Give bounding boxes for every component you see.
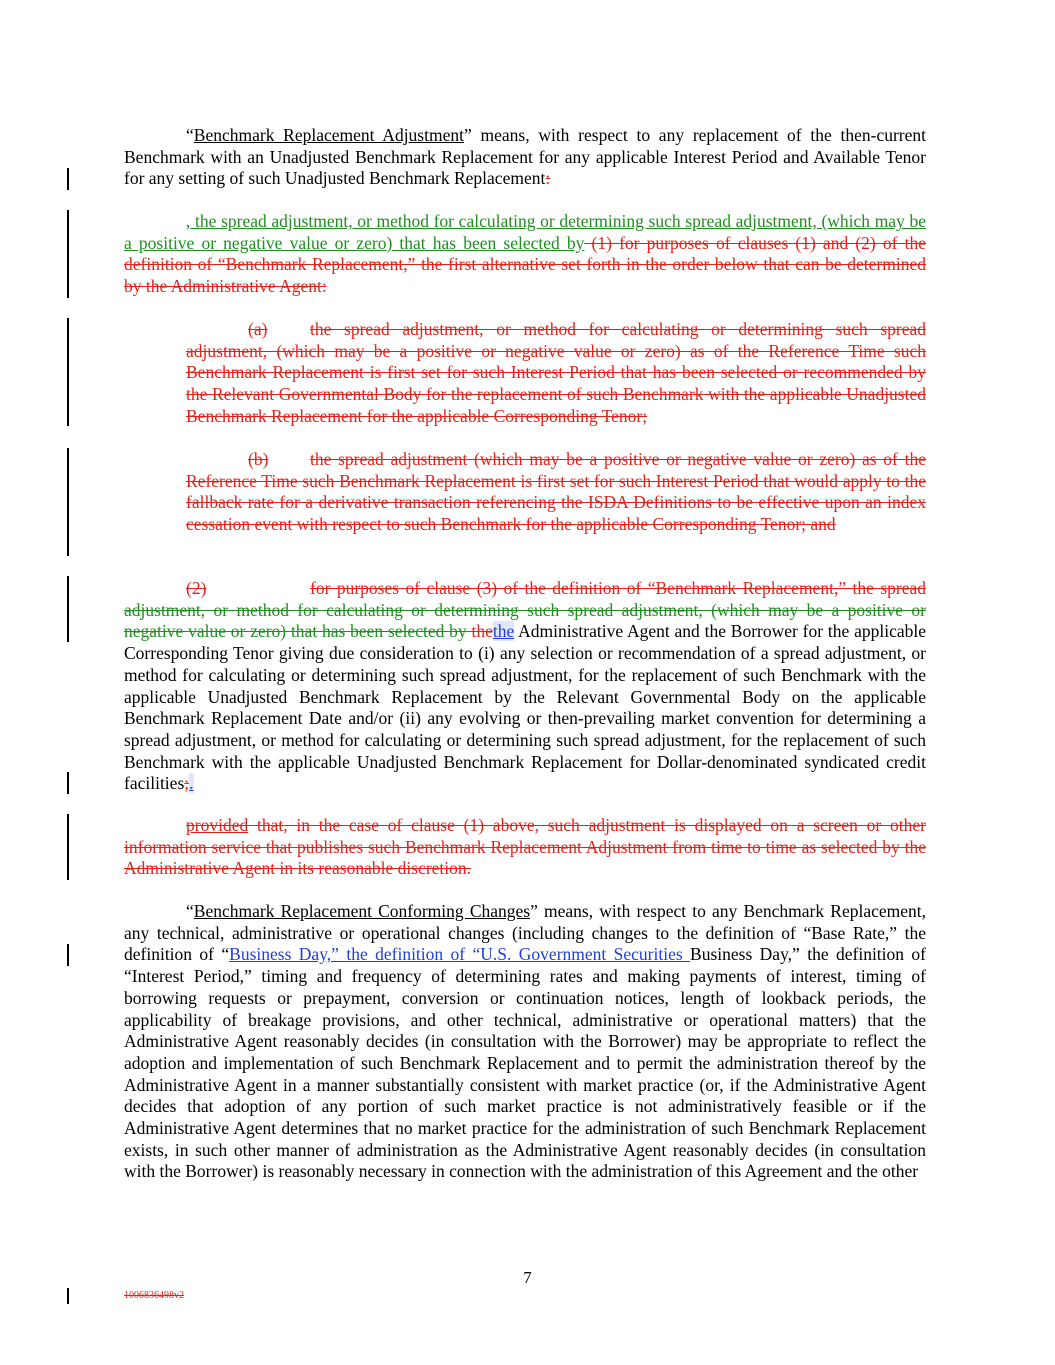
clause-label: (2) — [186, 578, 207, 598]
inserted-text: , the spread adjustment, or method for calculating or determining such spread adjustment, (which may be a positive or negative value or zero) that has been selected by — [124, 211, 926, 253]
deleted-text: the spread adjustment (which may be a positive or negative value or zero) as of the Reference Time such Benchmark Replacement is first set for such Interest Period that would apply to the fallback rate for a derivative transaction referencing the ISDA Definitions to be effective upon an index cessation event with respect to such Benchmark for the applicable Corresponding Tenor; and — [186, 449, 926, 535]
paragraph-spread-adjustment — [124, 211, 926, 298]
change-bar — [67, 772, 69, 794]
page-number: 7 — [523, 1268, 532, 1287]
inserted-text: . — [189, 773, 194, 794]
deleted-text: for purposes of clauses (1) and (2) of the definition of “Benchmark Replacement,” the first alternative set forth in the order below that can be determined by the Administrative Agent: — [124, 232, 926, 297]
deleted-text: (1) — [584, 232, 612, 253]
deleted-text: provided — [186, 815, 249, 835]
change-bar — [67, 448, 69, 556]
cross-reference-link[interactable]: Business Day,” the definition of “U.S. Government Securities — [229, 944, 691, 965]
change-bar — [67, 1288, 69, 1304]
deleted-text: : — [545, 168, 551, 189]
defined-term: Benchmark Replacement Conforming Changes — [193, 901, 531, 921]
definition-benchmark-replacement-adjustment: “Benchmark Replacement Adjustment” means, with respect to any replacement of the then-current Benchmark with an Unadjusted Benchmark Replacement for any applicable Interest Period and Available Tenor for any setting of such Unadjusted Benchmark Replacement: — [124, 125, 927, 189]
change-bar — [67, 210, 69, 298]
deleted-inserted-text: adjustment, or method for calculating or determining such spread adjustment, (which may be a positive or negative value or zero) that has been selected by — [124, 599, 926, 642]
deleted-text: the — [471, 621, 493, 642]
definition-benchmark-replacement-conforming-changes: “Benchmark Replacement Conforming Changes” means, with respect to any Benchmark Replacement, any technical, administrative or operational changes (including changes to the definition of “Base Rate,” the definition of “Business Day,” the definition of “U.S. Government Securities Business Day,” the definition of “Interest Period,” timing and frequency of determining rates and making payments of interest, timing of borrowing requests or prepayment, conversion or continuation notices, length of lookback periods, the applicability of breakage provisions, and other technical, administrative or operational matters) that the Administrative Agent reasonably decides (in consultation with the Borrower) may be appropriate to reflect the adoption and implementation of such Benchmark Replacement and to permit the administration thereof by the Administrative Agent in a manner substantially consistent with market practice (or, if the Administrative Agent decides that adoption of any portion of such market practice is not administratively feasible or if the Administrative Agent determines that no market practice for the administration of such Benchmark Replacement exists, in such other manner of administration as the Administrative Agent reasonably decides (in consultation with the Borrower) is reasonably necessary in connection with the administration of this Agreement and the other — [124, 901, 926, 1182]
change-bar — [67, 318, 69, 426]
deleted-text: that, in the case of clause (1) above, such adjustment is displayed on a screen or other information service that publishes such Benchmark Replacement Adjustment from time to time as selected by the Administrative Agent in its reasonable discretion. — [124, 815, 926, 879]
change-bar — [67, 814, 69, 880]
deleted-text: for purposes of clause (3) of the definition of “Benchmark Replacement,” the spread — [310, 578, 926, 598]
inserted-text: the — [492, 621, 515, 642]
defined-term: Benchmark Replacement Adjustment — [193, 125, 464, 145]
clause-label: (b) — [248, 449, 269, 469]
change-bar — [67, 944, 69, 966]
deleted-text: the spread adjustment, or method for calculating or determining such spread adjustment, (which may be a positive or negative value or zero) as of the Reference Time such Benchmark Replacement is first set for such Interest Period that has been selected or recommended by the Relevant Governmental Body for the replacement of such Benchmark with the applicable Unadjusted Benchmark Replacement for the applicable Corresponding Tenor; — [186, 319, 926, 426]
clause-a — [186, 319, 926, 428]
clause-label: (a) — [248, 319, 268, 339]
clause-2: (2) for purposes of clause (3) of the definition of “Benchmark Replacement,” the spread adjustment, or method for calculating or determining such spread adjustment, (which may be a positive or negative value or zero) that has been selected by thethe Administrative Agent and the Borrower for the applicable Corresponding Tenor giving due consideration to (i) any selection or recommendation of a spread adjustment, or method for calculating or determining such spread adjustment, for the replacement of such Benchmark with the applicable Unadjusted Benchmark Replacement by the Relevant Governmental Body on the applicable Benchmark Replacement Date and/or (ii) any evolving or then-prevailing market convention for determining a spread adjustment, or method for calculating or determining such spread adjustment, for the replacement of such Benchmark with the applicable Unadjusted Benchmark Replacement for Dollar-denominated syndicated credit facilities;. — [124, 578, 926, 794]
proviso-paragraph — [124, 815, 926, 880]
deleted-text: ; — [184, 773, 190, 794]
change-bar — [67, 168, 69, 190]
clause-b — [186, 449, 926, 536]
change-bar — [67, 576, 69, 642]
footer-document-id: 1006836498v2 — [124, 1290, 184, 1301]
